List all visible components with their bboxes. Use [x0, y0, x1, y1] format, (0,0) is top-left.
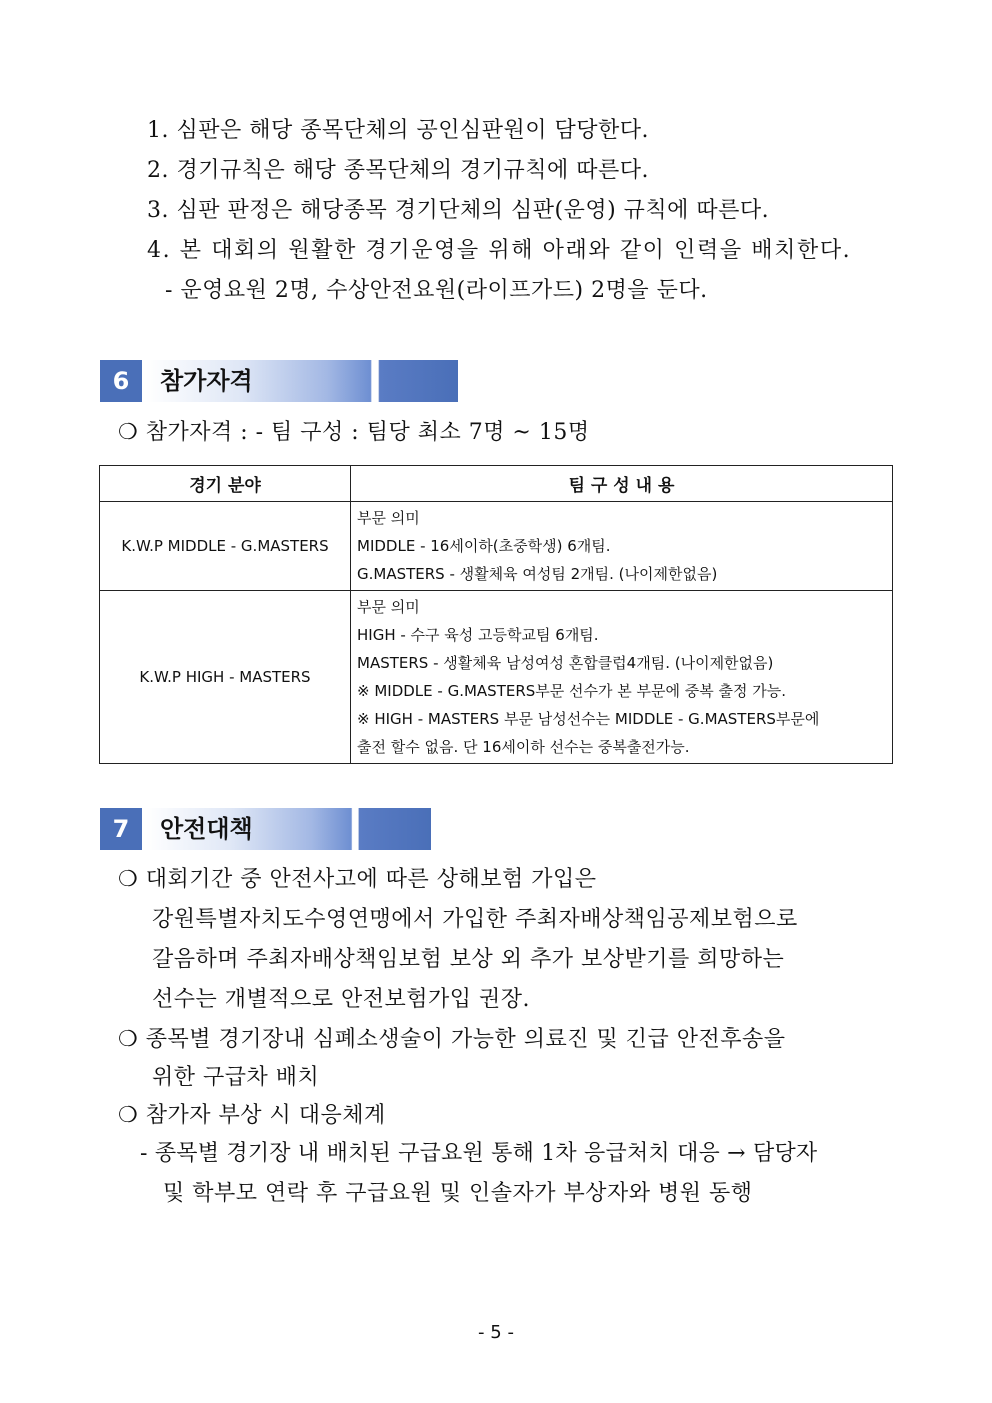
safety-line: ❍ 참가자 부상 시 대응체계: [118, 1103, 386, 1128]
section-number: 6: [100, 360, 142, 402]
description-line: 출전 할수 없음. 단 16세이하 선수는 중복출전가능.: [357, 738, 690, 756]
section-title-bar: [146, 360, 458, 402]
rule-4: 4. 본 대회의 원활한 경기운영을 위해 아래와 같이 인력을 배치한다.: [147, 238, 852, 263]
table-cell-description: [351, 591, 893, 764]
safety-line: ❍ 대회기간 중 안전사고에 따른 상해보험 가입은: [118, 867, 597, 892]
description-line: 부문 의미: [357, 598, 420, 616]
page-number: - 5 -: [478, 1322, 514, 1343]
table-row: [100, 591, 893, 764]
description-line: 부문 의미: [357, 509, 420, 527]
description-line: MIDDLE - 16세이하(초중학생) 6개팀.: [357, 537, 611, 555]
section-number: 7: [100, 808, 142, 850]
safety-line: 강원특별자치도수영연맹에서 가입한 주최자배상책임공제보험으로: [152, 907, 798, 932]
safety-line: ❍ 종목별 경기장내 심폐소생술이 가능한 의료진 및 긴급 안전후송을: [118, 1027, 786, 1052]
safety-line: 및 학부모 연락 후 구급요원 및 인솔자가 부상자와 병원 동행: [163, 1181, 753, 1206]
section-title: 안전대책: [160, 815, 253, 843]
section-7-header: [100, 808, 432, 850]
table-cell-category: K.W.P MIDDLE - G.MASTERS: [100, 502, 351, 591]
description-line: G.MASTERS - 생활체육 여성팀 2개팀. (나이제한없음): [357, 565, 718, 583]
description-line: ※ HIGH - MASTERS 부문 남성선수는 MIDDLE - G.MASTERS부문에: [357, 710, 820, 728]
table-row: [100, 502, 893, 591]
safety-line: 위한 구급차 배치: [152, 1065, 320, 1090]
table-header: 경기 분야: [100, 466, 351, 502]
rule-2: 2. 경기규칙은 해당 종목단체의 경기규칙에 따른다.: [147, 158, 649, 183]
section-6-header: [100, 360, 460, 402]
section-title-bar: [146, 808, 431, 850]
description-line: HIGH - 수구 육성 고등학교팀 6개팀.: [357, 626, 599, 644]
eligibility-table: [99, 465, 893, 764]
rule-1: 1. 심판은 해당 종목단체의 공인심판원이 담당한다.: [147, 118, 649, 143]
description-line: MASTERS - 생활체육 남성여성 혼합클럽4개팀. (나이제한없음): [357, 654, 774, 672]
description-line: ※ MIDDLE - G.MASTERS부문 선수가 본 부문에 중복 출정 가능.: [357, 682, 787, 700]
eligibility-intro: ❍ 참가자격 : - 팀 구성 : 팀당 최소 7명 ~ 15명: [118, 420, 590, 445]
safety-line: 선수는 개별적으로 안전보험가입 권장.: [152, 987, 531, 1012]
table-cell-description: [351, 502, 893, 591]
rule-3: 3. 심판 판정은 해당종목 경기단체의 심판(운영) 규칙에 따른다.: [147, 198, 770, 223]
section-title: 참가자격: [160, 367, 253, 395]
table-header: 팀 구 성 내 용: [351, 466, 893, 502]
safety-line: - 종목별 경기장 내 배치된 구급요원 통해 1차 응급처치 대응 → 담당자: [140, 1141, 818, 1166]
rule-4-sub: - 운영요원 2명, 수상안전요원(라이프가드) 2명을 둔다.: [165, 278, 708, 303]
table-header-row: [100, 466, 893, 502]
safety-line: 갈음하며 주최자배상책임보험 보상 외 추가 보상받기를 희망하는: [152, 947, 785, 972]
table-cell-category: K.W.P HIGH - MASTERS: [100, 591, 351, 764]
